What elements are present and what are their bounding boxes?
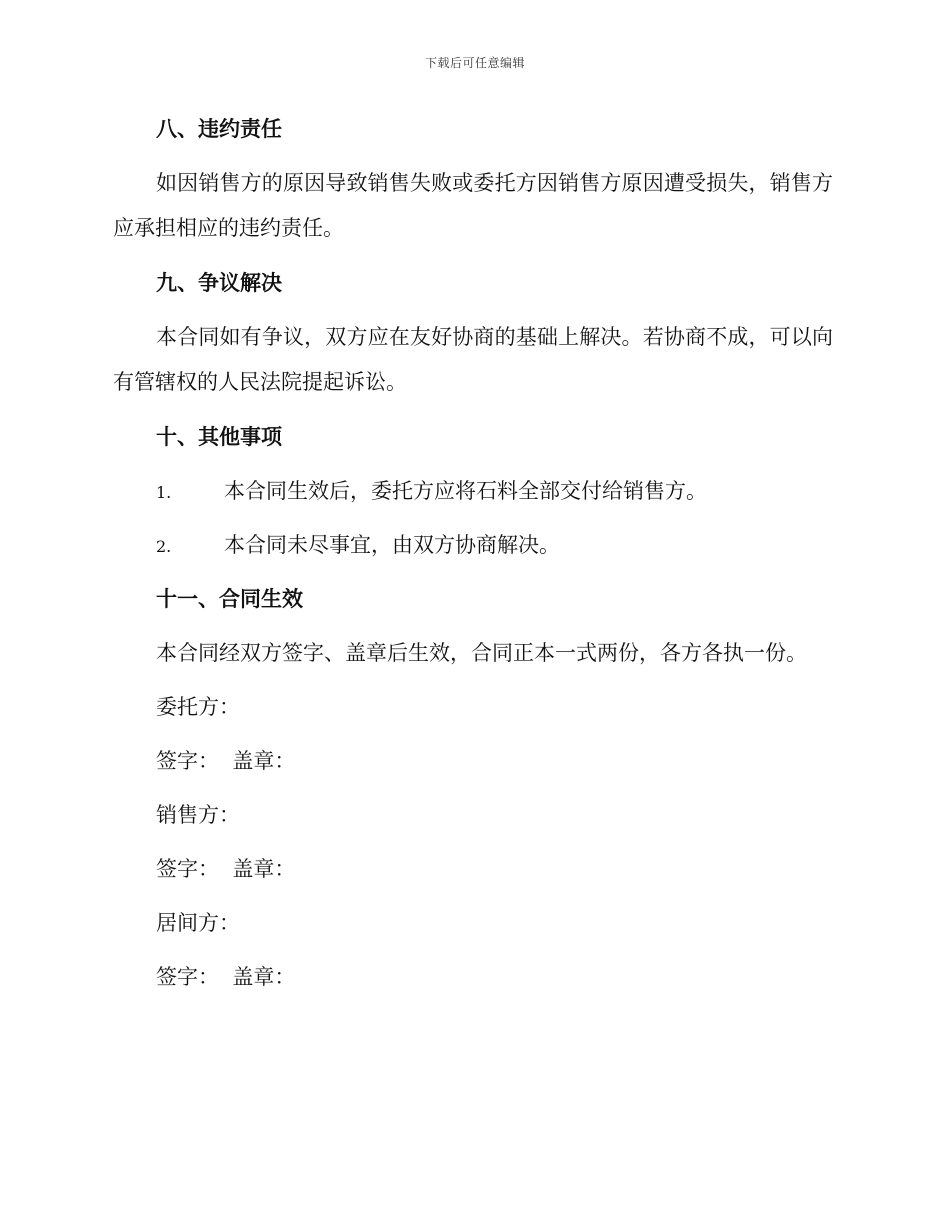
broker-label: 居间方： (156, 911, 240, 935)
list-item (113, 477, 833, 507)
client-sign-line: 签字： 盖章： (156, 749, 296, 773)
section-8-paragraph-block (113, 161, 833, 251)
section-9-heading-block (113, 269, 833, 297)
list-item-number: 1. (156, 483, 172, 502)
section-paragraph: 本合同经双方签字、盖章后生效，合同正本一式两份，各方各执一份。 (156, 641, 807, 665)
list-item-text: 本合同生效后，委托方应将石料全部交付给销售方。 (224, 479, 707, 503)
client-label: 委托方： (156, 695, 240, 719)
signature-broker-label-block (113, 909, 833, 937)
section-11-paragraph-block (113, 639, 833, 667)
section-11-heading-block (113, 585, 833, 613)
signature-broker-sign-block (113, 963, 833, 991)
section-heading: 十、其他事项 (156, 425, 282, 449)
header-note: 下载后可任意编辑 (424, 56, 525, 70)
section-paragraph: 本合同如有争议，双方应在友好协商的基础上解决。若协商不成，可以向有管辖权的人民法院提起诉讼。 (113, 325, 833, 394)
signature-seller-sign-block (113, 855, 833, 883)
signature-client-label-block (113, 693, 833, 721)
seller-label: 销售方： (156, 803, 240, 827)
section-10-heading-block (113, 423, 833, 451)
list-item-number: 2. (156, 537, 172, 556)
section-heading: 十一、合同生效 (156, 587, 303, 611)
section-paragraph: 如因销售方的原因导致销售失败或委托方因销售方原因遭受损失，销售方应承担相应的违约责任。 (113, 171, 833, 240)
section-heading: 八、违约责任 (156, 117, 282, 141)
section-heading: 九、争议解决 (156, 271, 282, 295)
list-item (113, 531, 833, 561)
section-9-paragraph-block (113, 315, 833, 405)
section-8-heading-block (113, 115, 833, 143)
signature-client-sign-block (113, 747, 833, 775)
seller-sign-line: 签字： 盖章： (156, 857, 296, 881)
signature-seller-label-block (113, 801, 833, 829)
broker-sign-line: 签字： 盖章： (156, 965, 296, 989)
list-item-text: 本合同未尽事宜，由双方协商解决。 (224, 533, 560, 557)
